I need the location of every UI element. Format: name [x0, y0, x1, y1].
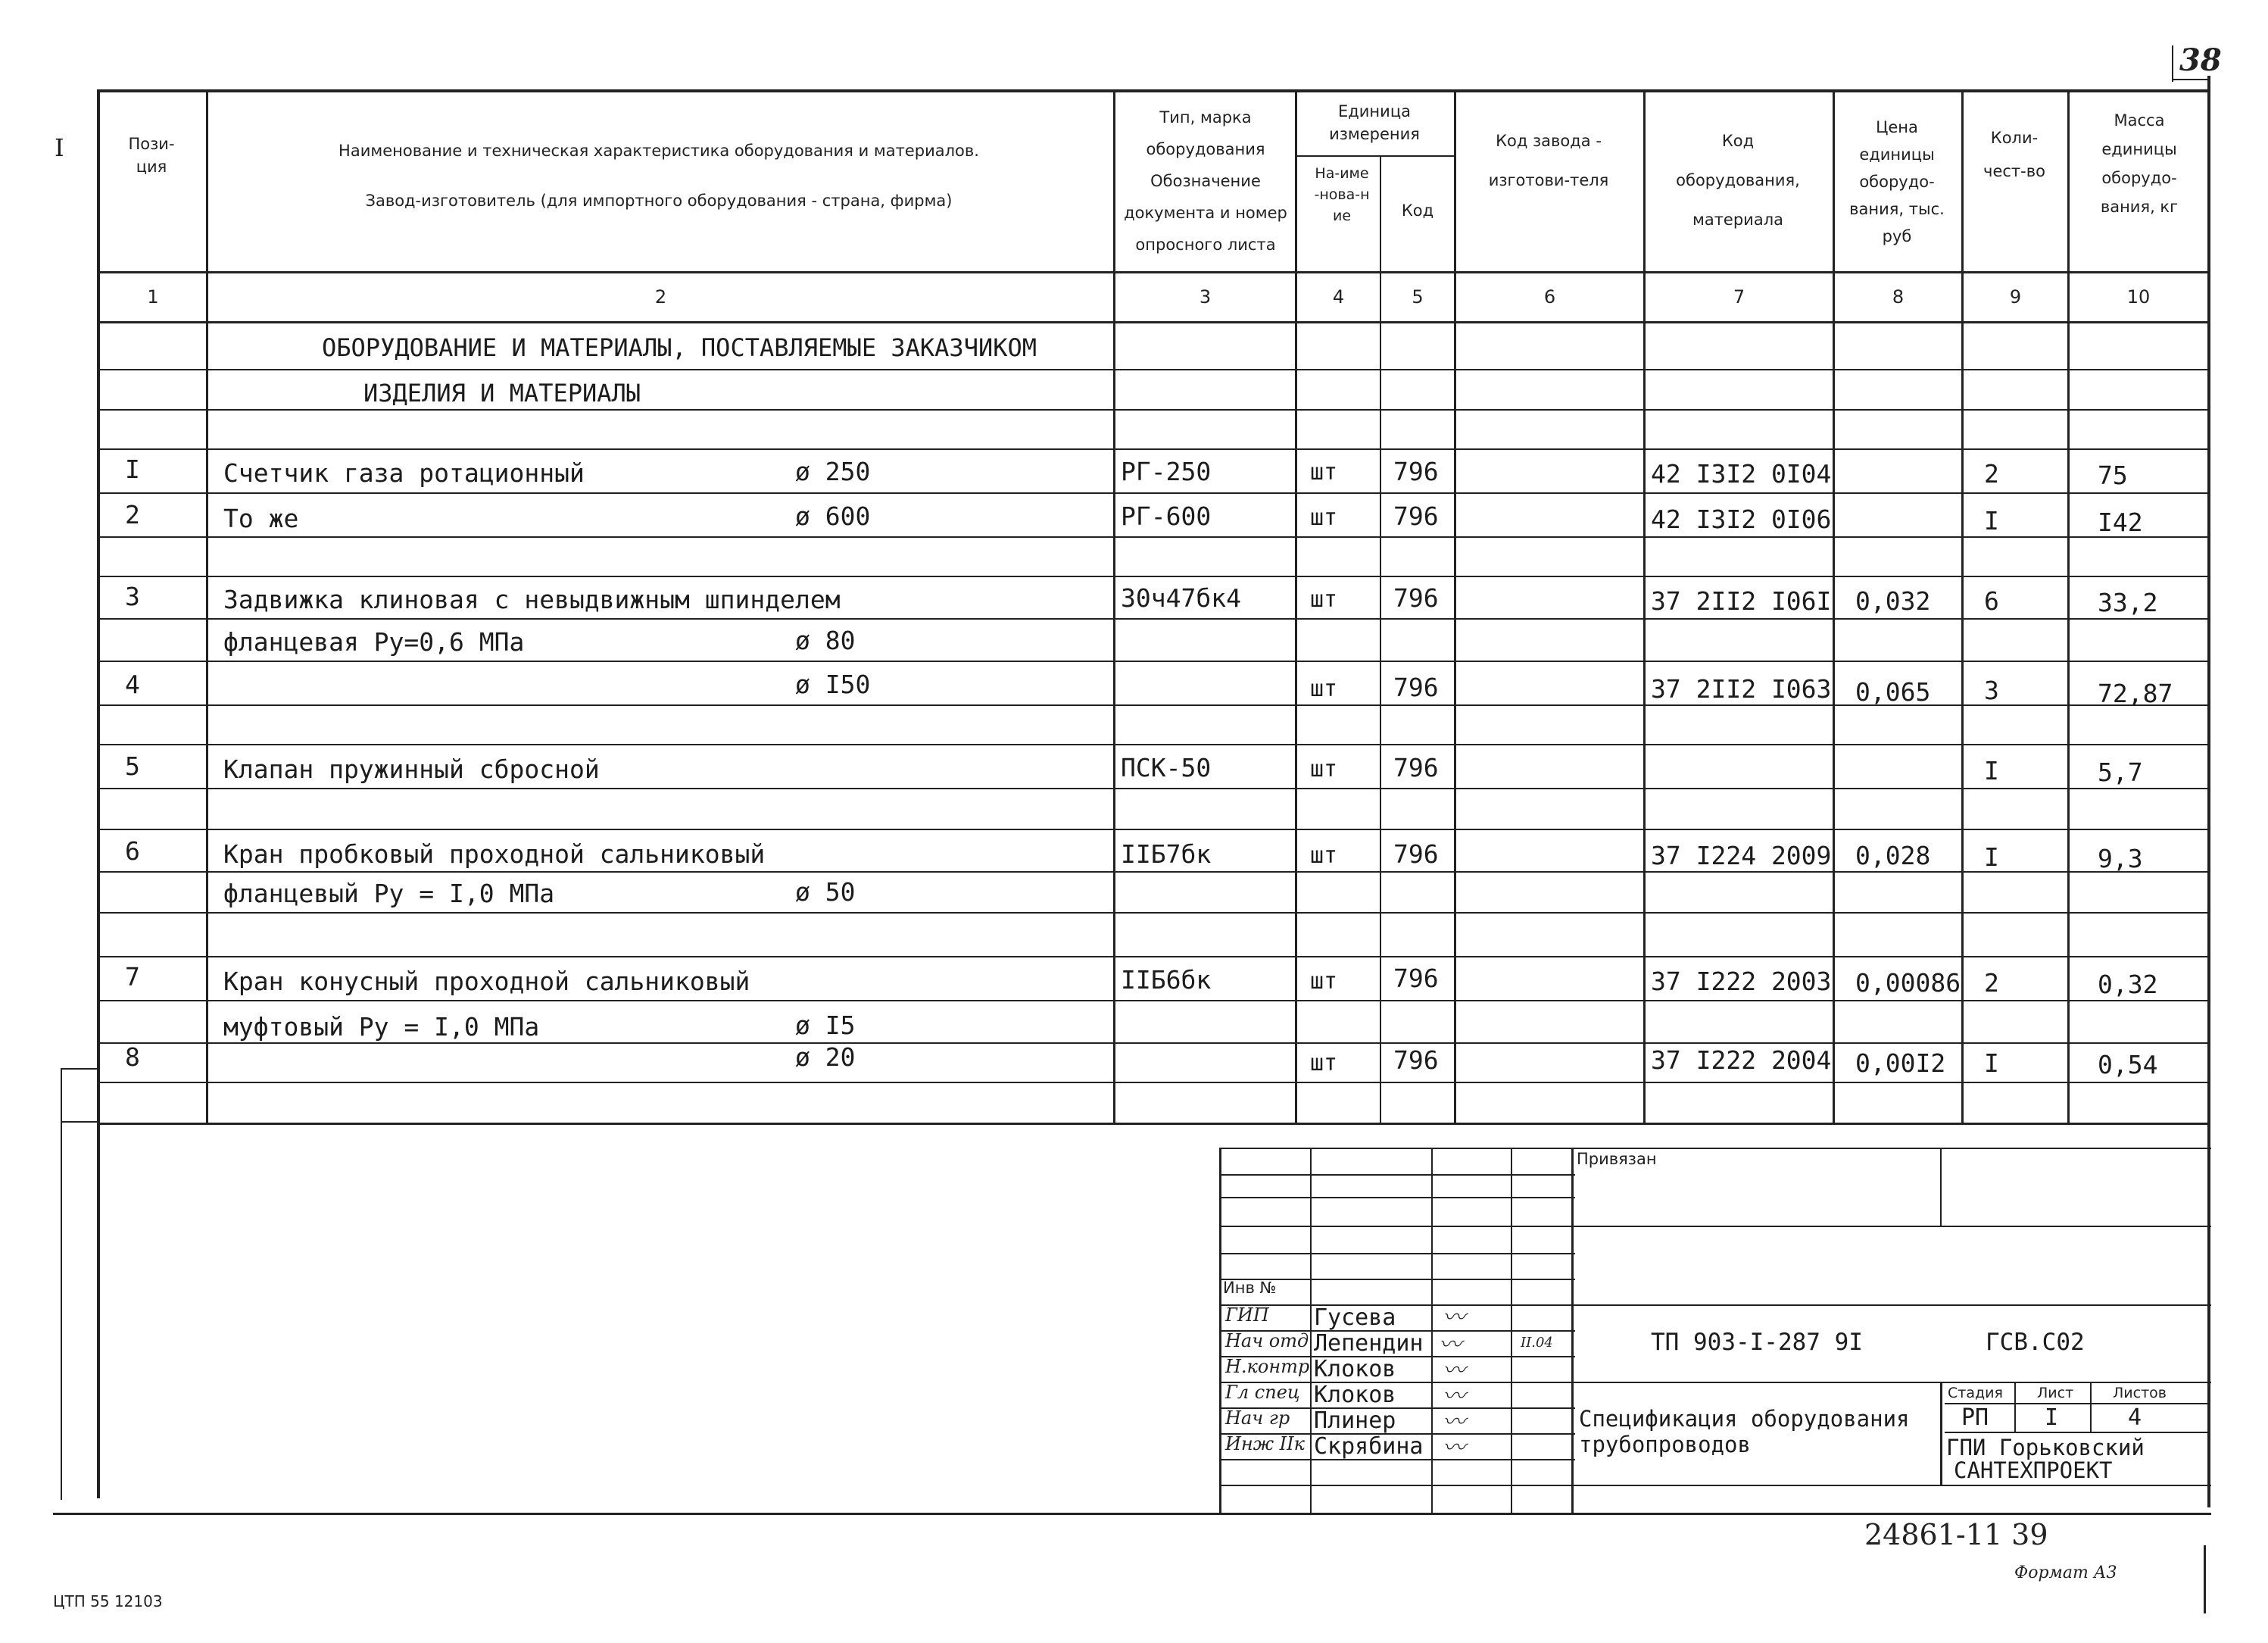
row-unit: шт — [1310, 459, 1338, 486]
row-position: 5 — [125, 751, 140, 781]
row-quantity: I — [1984, 842, 1999, 872]
row-name: Кран пробковый проходной сальниковый — [223, 839, 766, 869]
row-material-code: 37 2II2 I063 — [1651, 674, 1832, 704]
signer-role: Гл спец — [1225, 1382, 1300, 1403]
row-diameter: ø 600 — [795, 501, 871, 531]
header-plant-code: Код завода - изготови-теля — [1488, 132, 1609, 189]
row-mass: 33,2 — [2098, 588, 2158, 617]
signer-role: Нач отд — [1225, 1330, 1309, 1351]
format-label: Формат А3 — [2014, 1563, 2117, 1582]
row-unit: шт — [1310, 676, 1338, 702]
row-position: 8 — [125, 1042, 140, 1072]
signer-name: Лепендин — [1314, 1330, 1424, 1357]
row-unit: шт — [1310, 968, 1338, 995]
stage-label: Стадия — [1948, 1385, 2003, 1401]
row-type: IIБ6бк — [1121, 965, 1212, 995]
row-name: фланцевый Ру = I,0 МПа — [223, 879, 555, 908]
row-price: 0,00086 — [1855, 968, 1961, 998]
signer-name: Скрябина — [1314, 1433, 1424, 1460]
row-material-code: 37 I222 2004 — [1651, 1045, 1832, 1075]
row-mass: 0,54 — [2098, 1050, 2158, 1079]
row-unit-code: 796 — [1393, 457, 1439, 486]
row-mass: 0,32 — [2098, 970, 2158, 999]
row-diameter: ø I50 — [795, 670, 871, 699]
row-mass: 5,7 — [2098, 757, 2143, 787]
document-code: ГСВ.С02 — [1986, 1329, 2085, 1356]
col-number-2: 2 — [654, 286, 667, 308]
row-type: РГ-250 — [1121, 457, 1212, 486]
header-unit-name: На-име-нова-ние — [1314, 165, 1370, 224]
col-number-9: 9 — [2009, 286, 2022, 308]
row-diameter: ø I5 — [795, 1010, 856, 1040]
inventory-label: Инв № — [1223, 1279, 1277, 1297]
row-material-code: 42 I3I2 0I06 — [1651, 504, 1832, 534]
row-quantity: I — [1984, 506, 1999, 536]
signer-role: Инж IIк — [1225, 1433, 1305, 1454]
header-type: Тип, марка оборудования Обозначение документа и номер опросного листа — [1124, 108, 1287, 254]
signer-role: ГИП — [1225, 1304, 1269, 1326]
row-unit-code: 796 — [1393, 839, 1439, 869]
sheets-value: 4 — [2128, 1404, 2142, 1431]
inventory-number: 24861-11 39 — [1864, 1518, 2048, 1551]
header-unit-group: Единица измерения — [1329, 102, 1420, 143]
header-quantity: Коли-чест-во — [1983, 129, 2045, 180]
row-name: муфтовый Ру = I,0 МПа — [223, 1012, 540, 1042]
signer-name: Плинер — [1314, 1407, 1396, 1434]
row-name: То же — [223, 504, 299, 533]
signer-signature: 〰︎ — [1443, 1383, 1465, 1410]
row-unit: шт — [1310, 1050, 1338, 1076]
row-diameter: ø 80 — [795, 626, 856, 655]
row-unit: шт — [1310, 756, 1338, 782]
stage-value: РП — [1961, 1404, 1989, 1431]
document-number: ТП 903-I-287 9I — [1651, 1329, 1863, 1356]
row-unit-code: 796 — [1393, 753, 1439, 782]
row-position: 2 — [125, 500, 140, 529]
row-price: 0,028 — [1855, 841, 1931, 870]
row-quantity: 2 — [1984, 968, 1999, 998]
header-position: Пози-ция — [128, 135, 175, 176]
row-unit-code: 796 — [1393, 583, 1439, 613]
sheet-corner-number: 38 — [2179, 42, 2222, 78]
row-position: 6 — [125, 836, 140, 866]
row-unit-code: 796 — [1393, 673, 1439, 702]
header-material-code: Код оборудования, материала — [1676, 132, 1800, 229]
signer-name: Гусева — [1314, 1304, 1396, 1331]
section-title-1: ОБОРУДОВАНИЕ И МАТЕРИАЛЫ, ПОСТАВЛЯЕМЫЕ ЗАКАЗЧИКОМ — [322, 333, 1037, 362]
row-position: 4 — [125, 670, 140, 699]
signer-role: Нач гр — [1225, 1407, 1290, 1429]
row-position: 7 — [125, 962, 140, 992]
row-mass: 75 — [2098, 461, 2128, 490]
row-unit-code: 796 — [1393, 964, 1439, 993]
bottom-left-code: ЦТП 55 12103 — [53, 1592, 163, 1610]
row-quantity: 3 — [1984, 676, 1999, 705]
row-type: 30ч47бк4 — [1121, 583, 1241, 613]
col-number-5: 5 — [1412, 286, 1424, 308]
row-price: 0,065 — [1855, 677, 1931, 707]
col-number-1: 1 — [147, 286, 159, 308]
signer-signature: 〰︎ — [1443, 1409, 1465, 1435]
row-type: ПСК-50 — [1121, 753, 1212, 782]
signer-name: Клоков — [1314, 1382, 1396, 1408]
row-material-code: 37 2II2 I06I — [1651, 586, 1832, 616]
row-unit: шт — [1310, 504, 1338, 531]
row-diameter: ø 50 — [795, 877, 856, 907]
col-number-7: 7 — [1733, 286, 1745, 308]
header-price: Цена единицы оборудо-вания, тыс. руб — [1849, 118, 1945, 245]
row-mass: 9,3 — [2098, 844, 2143, 873]
row-type: РГ-600 — [1121, 501, 1212, 531]
row-price: 0,032 — [1855, 586, 1931, 616]
signer-signature: 〰︎ — [1443, 1435, 1465, 1461]
row-name: Счетчик газа ротационный — [223, 458, 585, 488]
organization-line2: САНТЕХПРОЕКТ — [1954, 1457, 2113, 1483]
row-name: фланцевая Ру=0,6 МПа — [223, 627, 525, 657]
header-name-line2: Завод-изготовитель (для импортного оборудования - страна, фирма) — [365, 192, 953, 210]
row-quantity: 2 — [1984, 459, 1999, 489]
col-number-6: 6 — [1543, 286, 1556, 308]
sheets-label: Листов — [2113, 1385, 2167, 1401]
row-type: IIБ7бк — [1121, 839, 1212, 869]
row-quantity: I — [1984, 1048, 1999, 1078]
row-unit: шт — [1310, 842, 1338, 869]
signer-signature: 〰︎ — [1443, 1304, 1465, 1331]
row-material-code: 37 I222 2003 — [1651, 967, 1832, 996]
col-number-10: 10 — [2126, 286, 2151, 308]
section-title-2: ИЗДЕЛИЯ И МАТЕРИАЛЫ — [363, 379, 641, 408]
margin-mark: I — [55, 133, 64, 162]
row-material-code: 42 I3I2 0I04 — [1651, 459, 1832, 489]
row-quantity: 6 — [1984, 586, 1999, 616]
row-position: 3 — [125, 582, 140, 611]
row-position: I — [125, 454, 140, 484]
row-name: Клапан пружинный сбросной — [223, 754, 600, 784]
signer-signature: 〰︎ — [1439, 1332, 1462, 1358]
col-number-8: 8 — [1892, 286, 1905, 308]
row-name: Кран конусный проходной сальниковый — [223, 967, 750, 996]
row-diameter: ø 20 — [795, 1042, 856, 1072]
row-material-code: 37 I224 2009 — [1651, 841, 1832, 870]
signer-signature: 〰︎ — [1443, 1357, 1465, 1384]
row-mass: 72,87 — [2098, 679, 2173, 708]
row-name: Задвижка клиновая с невыдвижным шпинделем — [223, 585, 841, 614]
row-unit-code: 796 — [1393, 501, 1439, 531]
sheet-label: Лист — [2037, 1385, 2074, 1401]
signer-name: Клоков — [1314, 1356, 1396, 1382]
row-quantity: I — [1984, 756, 1999, 786]
sheet-value: I — [2045, 1404, 2059, 1431]
row-unit: шт — [1310, 586, 1338, 613]
document-title: Спецификация оборудования трубопроводов — [1579, 1406, 1910, 1457]
signer-role: Н.контр — [1225, 1356, 1310, 1377]
row-price: 0,00I2 — [1855, 1048, 1946, 1078]
header-name-line1: Наименование и техническая характеристика оборудования и материалов. — [338, 142, 979, 160]
organization-line1: ГПИ Горьковский — [1946, 1435, 2145, 1460]
col-number-4: 4 — [1332, 286, 1345, 308]
signer-date: II.04 — [1521, 1335, 1553, 1351]
row-unit-code: 796 — [1393, 1045, 1439, 1075]
header-unit-code: Код — [1401, 201, 1434, 220]
row-mass: I42 — [2098, 508, 2143, 537]
privyazan-label: Привязан — [1577, 1150, 1657, 1168]
header-mass: Масса единицы оборудо-вания, кг — [2100, 111, 2179, 216]
row-diameter: ø 250 — [795, 457, 871, 486]
col-number-3: 3 — [1199, 286, 1212, 308]
